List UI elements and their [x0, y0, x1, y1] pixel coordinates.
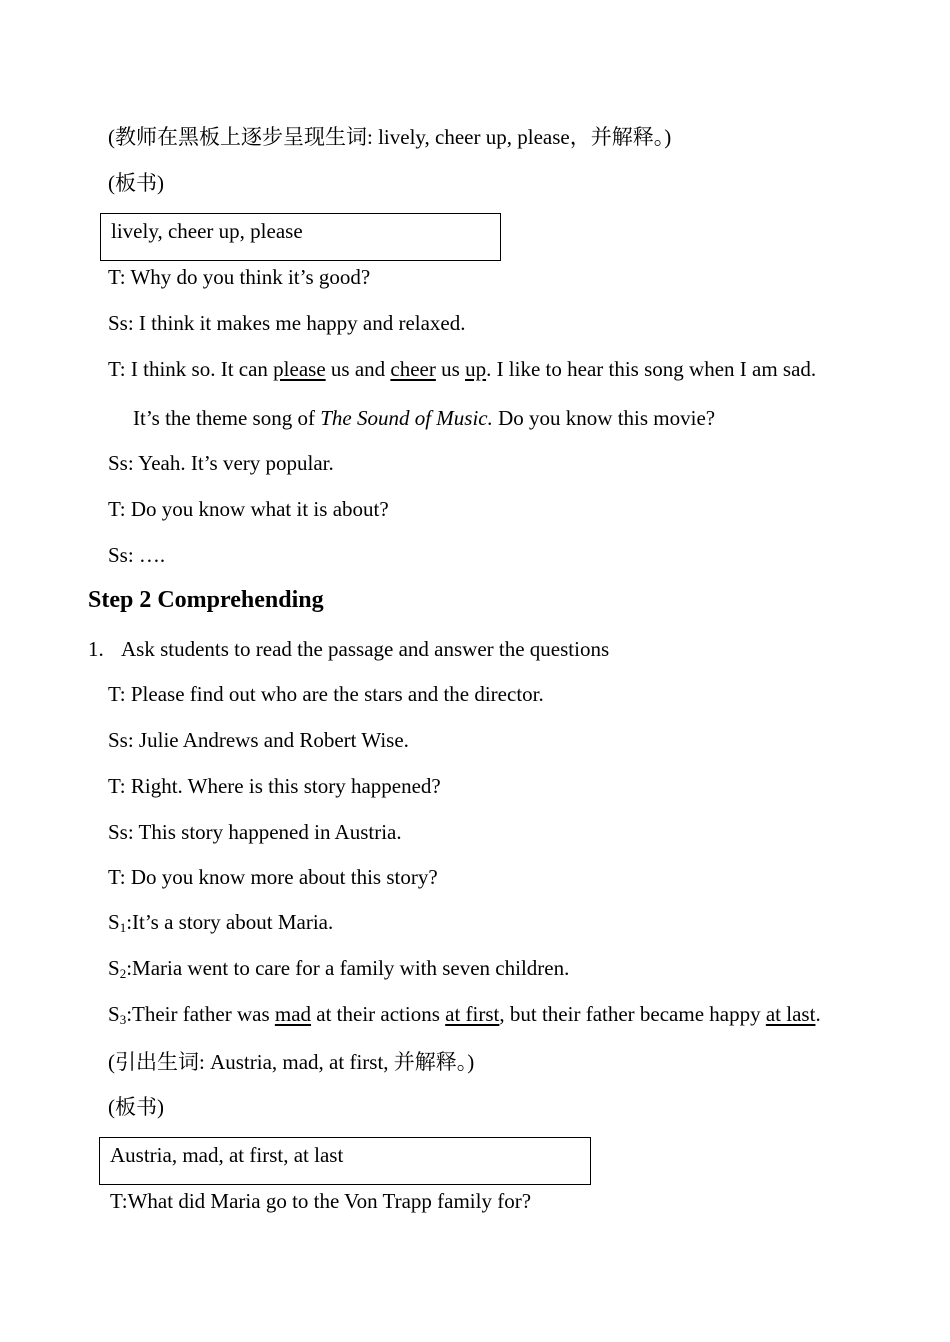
teacher-instruction: (教师在黑板上逐步呈现生词: lively, cheer up, please，并解释。) [108, 125, 672, 149]
text-run: :Maria went to care for a family with seven children. [126, 956, 570, 980]
text-run: . [815, 1002, 821, 1026]
dialogue-line: Ss: Julie Andrews and Robert Wise. [108, 728, 409, 752]
dialogue-line [108, 356, 816, 382]
text-run: It’s the theme song of [133, 406, 321, 430]
dialogue-line: Ss: Yeah. It’s very popular. [108, 451, 334, 475]
speaker-subscript: 3 [119, 1012, 127, 1027]
board-box-1-text: lively, cheer up, please [111, 219, 303, 243]
dialogue-line: T: Do you know what it is about? [108, 497, 389, 521]
dialogue-line: Ss: I think it makes me happy and relaxed. [108, 311, 466, 335]
list-item-number: 1. [88, 637, 104, 661]
text-run: :Their father was [126, 1002, 275, 1026]
vocab-at-last: at last [765, 1002, 816, 1026]
dialogue-line: T:What did Maria go to the Von Trapp family for? [110, 1189, 532, 1213]
dialogue-line: T: Right. Where is this story happened? [108, 774, 441, 798]
text-run: T: I think so. It can [108, 357, 274, 381]
speaker: S [108, 910, 120, 934]
teacher-instruction: (引出生词: Austria, mad, at first, 并解释。) [108, 1050, 475, 1074]
vocab-please: please [273, 357, 326, 381]
text-run: at their actions [311, 1002, 446, 1026]
dialogue-line [133, 405, 715, 431]
list-item-text: Ask students to read the passage and answer the questions [121, 637, 610, 661]
text-run: :It’s a story about Maria. [126, 910, 334, 934]
speaker-subscript: 2 [119, 966, 127, 981]
text-run: us and [325, 357, 391, 381]
dialogue-line: T: Do you know more about this story? [108, 865, 438, 889]
dialogue-line: T: Please find out who are the stars and the director. [108, 682, 544, 706]
text-run: , but their father became happy [499, 1002, 766, 1026]
dialogue-line: Ss: This story happened in Austria. [108, 820, 402, 844]
vocab-mad: mad [274, 1002, 312, 1026]
speaker: S [108, 956, 120, 980]
board-box-1 [100, 213, 501, 261]
speaker: S [108, 1002, 120, 1026]
vocab-at-first: at first [445, 1002, 500, 1026]
dialogue-line: Ss: …. [108, 543, 166, 567]
vocab-up: up [465, 357, 487, 381]
vocab-cheer: cheer [390, 357, 436, 381]
board-label: (板书) [108, 171, 164, 195]
section-heading: Step 2 Comprehending [88, 587, 324, 613]
board-label: (板书) [108, 1095, 164, 1119]
speaker-subscript: 1 [119, 920, 127, 935]
text-run: Do you know this movie? [492, 406, 716, 430]
dialogue-line [108, 1001, 821, 1033]
board-box-2-text: Austria, mad, at first, at last [110, 1143, 344, 1167]
text-run: . I like to hear this song when I am sad. [486, 357, 817, 381]
dialogue-line [108, 955, 569, 987]
text-run: us [435, 357, 466, 381]
movie-title: The Sound of Music. [320, 406, 493, 430]
dialogue-line: T: Why do you think it’s good? [108, 265, 371, 289]
dialogue-line [108, 909, 333, 941]
board-box-2 [99, 1137, 591, 1185]
